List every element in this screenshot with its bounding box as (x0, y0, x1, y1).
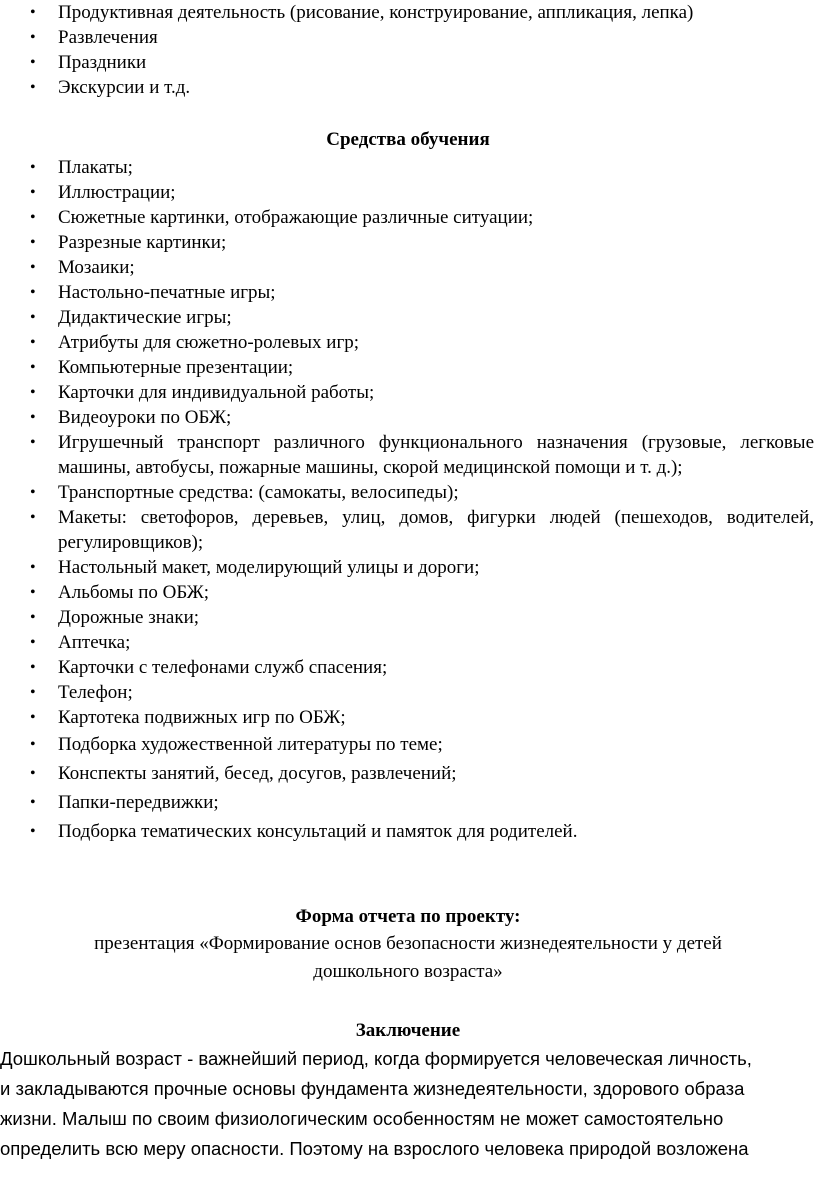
list-item: • Карточки с телефонами служб спасения; (0, 655, 816, 680)
list-item: • Папки-передвижки; (0, 788, 816, 817)
list-item: • Транспортные средства: (самокаты, велосипеды); (0, 480, 816, 505)
report-line: презентация «Формирование основ безопасности жизнедеятельности у детей (94, 933, 722, 954)
list-item: • Дидактические игры; (0, 305, 816, 330)
paragraph-line: и закладываются прочные основы фундамента жизнедеятельности, здорового образа (0, 1078, 745, 1099)
list-item: • Подборка художественной литературы по теме; (0, 730, 816, 759)
report-line: дошкольного возраста» (313, 961, 503, 982)
means-list (0, 155, 816, 846)
list-item: • Экскурсии и т.д. (0, 75, 816, 100)
report-heading: Форма отчета по проекту: (295, 906, 521, 927)
list-item: • Компьютерные презентации; (0, 355, 816, 380)
list-item: • Настольный макет, моделирующий улицы и дороги; (0, 555, 816, 580)
report-description (0, 930, 816, 986)
list-item: • Телефон; (0, 680, 816, 705)
paragraph-line: жизни. Малыш по своим физиологическим особенностям не может самостоятельно (0, 1108, 724, 1129)
list-item: • Разрезные картинки; (0, 230, 816, 255)
list-item: • Дорожные знаки; (0, 605, 816, 630)
list-item: • Карточки для индивидуальной работы; (0, 380, 816, 405)
list-item: • Сюжетные картинки, отображающие различные ситуации; (0, 205, 816, 230)
list-item: • Картотека подвижных игр по ОБЖ; (0, 705, 816, 730)
list-item: • Настольно-печатные игры; (0, 280, 816, 305)
list-item: • Видеоуроки по ОБЖ; (0, 405, 816, 430)
paragraph-line: определить всю меру опасности. Поэтому на взрослого человека природой возложена (0, 1138, 749, 1159)
list-item: • Развлечения (0, 25, 816, 50)
list-item: • Макеты: светофоров, деревьев, улиц, домов, фигурки людей (пешеходов, водителей, регулировщиков); (0, 505, 816, 555)
list-item: • Праздники (0, 50, 816, 75)
activities-list (0, 0, 816, 100)
list-item: • Игрушечный транспорт различного функционального назначения (грузовые, легковые машины, автобусы, пожарные машины, скорой медицинской помощи и т. д.); (0, 430, 816, 480)
means-heading: Средства обучения (326, 129, 490, 150)
list-item: • Плакаты; (0, 155, 816, 180)
list-item: • Мозаики; (0, 255, 816, 280)
list-item: • Иллюстрации; (0, 180, 816, 205)
conclusion-heading: Заключение (355, 1020, 461, 1041)
conclusion-paragraph (0, 1044, 816, 1164)
list-item: • Альбомы по ОБЖ; (0, 580, 816, 605)
paragraph-line: Дошкольный возраст - важнейший период, когда формируется человеческая личность, (0, 1048, 752, 1069)
list-item: • Подборка тематических консультаций и памяток для родителей. (0, 817, 816, 846)
list-item: • Атрибуты для сюжетно-ролевых игр; (0, 330, 816, 355)
list-item: • Конспекты занятий, бесед, досугов, развлечений; (0, 759, 816, 788)
list-item: • Продуктивная деятельность (рисование, конструирование, аппликация, лепка) (0, 0, 816, 25)
list-item: • Аптечка; (0, 630, 816, 655)
